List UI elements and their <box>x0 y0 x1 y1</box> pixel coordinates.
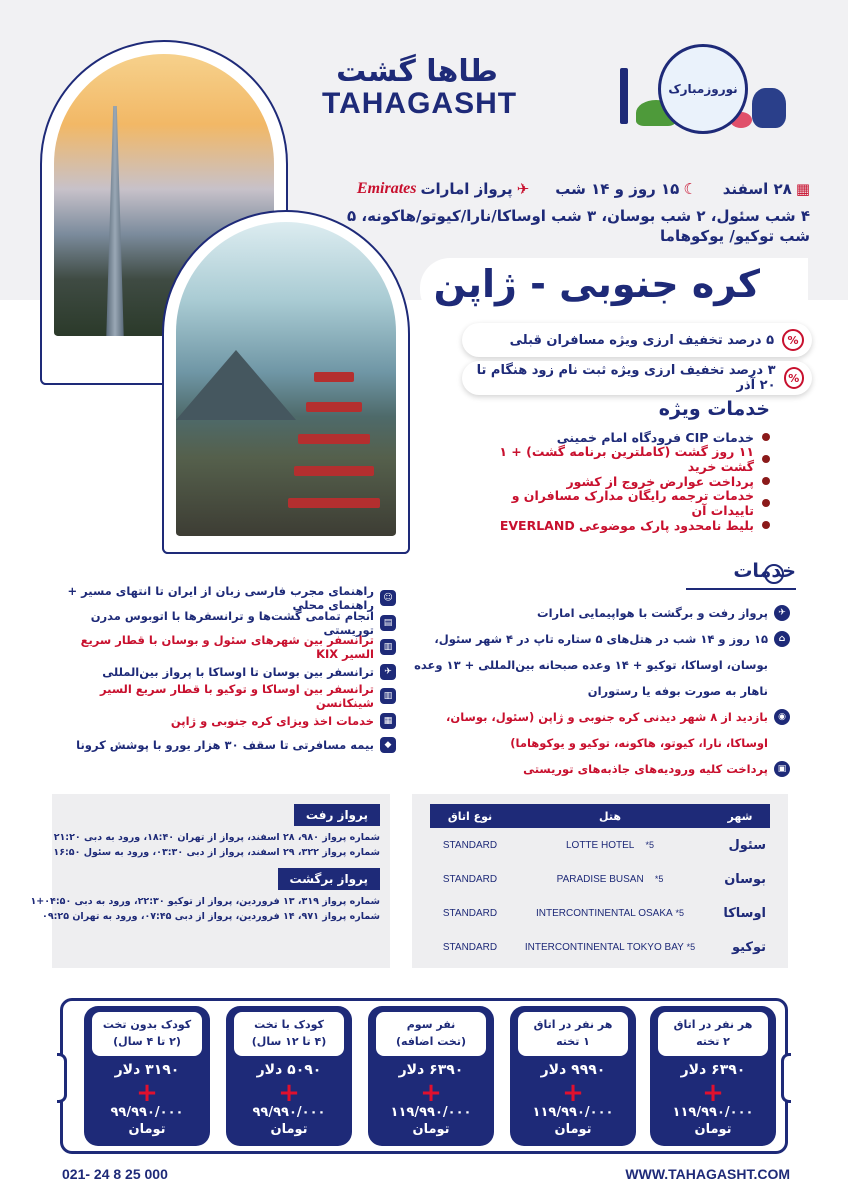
vase-icon <box>752 88 786 128</box>
mount-fuji-shape <box>176 350 296 420</box>
special-service-item <box>470 488 770 518</box>
visa-icon: ▦ <box>380 713 396 729</box>
lotte-tower-shape <box>106 106 124 336</box>
price-usd: ۵۰۹۰ دلار <box>256 1062 322 1078</box>
emirates-logo: Emirates <box>356 180 417 197</box>
room-cell: STANDARD <box>442 907 498 919</box>
service-text: بازدید از ۸ شهر دیدنی کره جنوبی و ژاپن (سئول، بوسان، اوساکا، نارا، کیوتو، هاکونه، توکیو و یوکوهاما) <box>446 710 768 750</box>
price-usd: ۶۳۹۰ دلار <box>680 1062 746 1078</box>
table-row <box>430 828 770 862</box>
hotel-name: INTERCONTINENTAL OSAKA <box>536 907 673 919</box>
price-card-header <box>92 1012 202 1056</box>
plus-icon: + <box>420 1078 442 1108</box>
service-item <box>412 704 790 756</box>
trip-date <box>723 180 810 198</box>
price-irr <box>650 1104 776 1138</box>
candle-icon <box>620 68 628 124</box>
hotel-name: PARADISE BUSAN <box>556 873 644 885</box>
service-item <box>412 626 790 704</box>
price-irr-amount: ۱۱۹/۹۹۰/۰۰۰ <box>672 1105 754 1120</box>
price-irr-unit: تومان <box>554 1122 592 1137</box>
special-services <box>470 398 770 536</box>
star-rating: 5* <box>654 873 664 884</box>
discount-text: ۳ درصد تخفیف ارزی ویژه ثبت نام زود هنگام تا ۲۰ آذر <box>476 363 776 393</box>
city-cell: توکیو <box>731 939 766 955</box>
services-title: خدمات <box>733 560 796 582</box>
room-cell: STANDARD <box>442 873 498 885</box>
service-item <box>60 608 396 637</box>
price-label: هر نفر در اتاق <box>533 1018 613 1031</box>
bullet-icon <box>762 455 770 463</box>
bullet-icon <box>762 477 770 485</box>
service-item <box>60 709 396 734</box>
price-irr <box>84 1104 210 1138</box>
shield-icon: ◆ <box>380 737 396 753</box>
bullet-icon <box>762 433 770 441</box>
trip-flight <box>357 180 529 198</box>
special-service-item <box>470 444 770 474</box>
service-text: پرداخت کلیه ورودیه‌های جاذبه‌های توریستی <box>523 762 768 776</box>
room-cell: STANDARD <box>442 839 498 851</box>
service-item <box>60 586 396 611</box>
mirror-frame <box>658 44 748 134</box>
price-usd: ۶۳۹۰ دلار <box>398 1062 464 1078</box>
ticket-icon: ▣ <box>774 761 790 777</box>
city-cell: بوسان <box>724 871 766 887</box>
page-title: کره جنوبی - ژاپن <box>433 262 760 306</box>
guide-icon: ☺ <box>380 590 396 606</box>
trip-summary-row <box>330 180 810 198</box>
discount-pill <box>462 361 812 395</box>
price-card-child-bed <box>226 1006 352 1146</box>
price-sublabel: (تخت اضافه) <box>396 1035 466 1048</box>
plane-small-icon: ✈ <box>380 664 396 680</box>
percent-icon: % <box>784 367 804 389</box>
price-sublabel: (۲ تا ۴ سال) <box>113 1035 181 1048</box>
services-underline <box>686 588 796 590</box>
hotel-name: INTERCONTINENTAL TOKYO BAY <box>524 941 684 953</box>
price-sublabel: (۴ تا ۱۲ سال) <box>251 1035 327 1048</box>
trip-date-text: ۲۸ اسفند <box>722 180 792 198</box>
price-card-double <box>650 1006 776 1146</box>
services-list-right <box>412 600 790 782</box>
service-text: ترانسفر بین بوسان تا اوساکا با پرواز بین‌المللی <box>102 664 374 679</box>
service-item <box>412 600 790 626</box>
special-service-item <box>470 514 770 536</box>
trip-info <box>330 180 810 246</box>
services-header <box>686 560 796 588</box>
service-text: راهنمای مجرب فارسی زبان از ایران تا انتهای مسیر + راهنمای محلی <box>67 584 374 613</box>
price-irr <box>368 1104 494 1138</box>
price-irr-amount: ۱۱۹/۹۹۰/۰۰۰ <box>390 1105 472 1120</box>
plane-icon: ✈ <box>774 605 790 621</box>
price-card-child-no-bed <box>84 1006 210 1146</box>
hotel-name: LOTTE HOTEL <box>565 839 635 851</box>
service-text: خدمات اخذ ویزای کره جنوبی و ژاپن <box>170 713 374 728</box>
discount-text: ۵ درصد تخفیف ارزی ویژه مسافران قبلی <box>509 332 774 348</box>
column-header-room: نوع اتاق <box>430 804 510 828</box>
service-item <box>60 660 396 685</box>
table-row <box>430 896 770 930</box>
price-card-header <box>518 1012 628 1056</box>
city-cell: سئول <box>728 837 766 853</box>
price-irr-unit: تومان <box>694 1122 732 1137</box>
service-text: ترانسفر بین اوساکا و توکیو با قطار سریع السیر شینکانسن <box>99 682 374 711</box>
special-service-text: بلیط نامحدود پارک موضوعی EVERLAND <box>499 517 754 533</box>
bullet-icon <box>762 521 770 529</box>
price-label: هر نفر در اتاق <box>673 1018 753 1031</box>
services-icon <box>764 564 784 584</box>
hotel-cell <box>510 862 710 896</box>
hotel-cell <box>510 896 710 930</box>
table-row <box>430 930 770 964</box>
price-card-header <box>234 1012 344 1056</box>
price-label: کودک با تخت <box>254 1018 324 1031</box>
special-services-title: خدمات ویژه <box>658 398 770 420</box>
service-item <box>60 635 396 660</box>
service-item <box>60 684 396 709</box>
hotel-cell <box>510 930 710 964</box>
price-usd: ۹۹۹۰ دلار <box>540 1062 606 1078</box>
discount-pill <box>462 323 812 357</box>
plus-icon: + <box>562 1078 584 1108</box>
contact-phone[interactable]: 021- 24 8 25 000 <box>62 1166 168 1182</box>
city-cell: اوساکا <box>723 905 766 921</box>
title-box <box>420 258 808 320</box>
pagoda-shape <box>284 362 384 532</box>
return-flight-line: شماره پرواز ۳۱۹، ۱۳ فروردین، پرواز از توکیو ۲۲:۳۰، ورود به دبی ۰۴:۵۰+۱ <box>30 896 380 907</box>
hotel-icon: ⌂ <box>774 631 790 647</box>
outbound-flight-line: شماره پرواز ۳۲۲، ۲۹ اسفند، پرواز از دبی ۰۳:۳۰، ورود به سئول ۱۶:۵۰ <box>53 847 380 858</box>
price-irr-amount: ۱۱۹/۹۹۰/۰۰۰ <box>532 1105 614 1120</box>
price-irr-unit: تومان <box>270 1122 308 1137</box>
calendar-icon: ▦ <box>795 180 810 198</box>
outbound-flight-line: شماره پرواز ۹۸۰، ۲۸ اسفند، پرواز از تهران ۱۸:۴۰، ورود به دبی ۲۱:۲۰ <box>53 832 380 843</box>
special-service-text: خدمات ترجمه رایگان مدارک مسافران و تاییدات آن <box>511 488 754 518</box>
service-text: ترانسفر بین شهرهای سئول و بوسان با قطار سریع السیر KIX <box>80 633 374 662</box>
star-rating: 5* <box>686 941 696 952</box>
contact-website[interactable]: WWW.TAHAGASHT.COM <box>625 1166 790 1182</box>
service-text: ۱۵ روز و ۱۴ شب در هتل‌های ۵ ستاره تاپ در ۴ شهر سئول، بوسان، اوساکا، توکیو + ۱۴ وعده صبحانه بین‌المللی + ۱۳ وعده ناهار به صورت بوفه یا رستوران <box>414 632 768 698</box>
price-irr <box>510 1104 636 1138</box>
star-rating: 5* <box>675 907 684 918</box>
price-irr-unit: تومان <box>412 1122 450 1137</box>
japan-pagoda-photo <box>176 222 396 536</box>
trip-duration <box>555 180 697 198</box>
price-label: کودک بدون تخت <box>102 1018 192 1031</box>
price-sublabel: ۲ تخته <box>696 1035 730 1048</box>
return-flight-line: شماره پرواز ۹۷۱، ۱۴ فروردین، پرواز از دبی ۰۷:۴۵، ورود به تهران ۰۹:۲۵ <box>42 911 380 922</box>
return-flight-label: پرواز برگشت <box>278 868 381 890</box>
special-service-text: پرداخت عوارض خروج از کشور <box>566 473 754 489</box>
service-text: انجام تمامی گشت‌ها و ترانسفرها با اتوبوس مدرن توریستی <box>90 608 374 637</box>
price-irr-amount: ۹۹/۹۹۰/۰۰۰ <box>110 1105 184 1120</box>
column-header-city: شهر <box>710 804 770 828</box>
price-sublabel: ۱ تخته <box>556 1035 590 1048</box>
room-cell: STANDARD <box>442 941 498 953</box>
price-card-third-person <box>368 1006 494 1146</box>
plus-icon: + <box>702 1078 724 1108</box>
price-irr <box>226 1104 352 1138</box>
frame-notch-right <box>781 1053 791 1103</box>
nowruz-badge <box>612 38 802 138</box>
table-row <box>430 862 770 896</box>
outbound-flight-label: پرواز رفت <box>294 804 380 826</box>
price-card-single <box>510 1006 636 1146</box>
bullet-icon <box>762 499 770 507</box>
brand-name-fa: طاها گشت <box>336 54 498 89</box>
plus-icon: + <box>278 1078 300 1108</box>
services-list-left <box>60 586 396 758</box>
service-item <box>412 756 790 782</box>
percent-icon: % <box>782 329 804 351</box>
special-service-text: ۱۱ روز گشت (کاملترین برنامه گشت) + ۱ گشت خرید <box>499 444 754 474</box>
frame-notch-left <box>57 1053 67 1103</box>
price-usd: ۳۱۹۰ دلار <box>114 1062 180 1078</box>
price-card-header <box>376 1012 486 1056</box>
moon-icon: ☾ <box>683 180 697 198</box>
flights-panel <box>30 794 390 968</box>
brand-name-en: TAHAGASHT <box>322 87 518 120</box>
service-text: پرواز رفت و برگشت با هواپیمایی امارات <box>537 606 768 620</box>
price-card-header <box>658 1012 768 1056</box>
hotels-panel <box>412 794 788 968</box>
hotel-table <box>430 804 770 964</box>
bus-icon: ▤ <box>380 615 396 631</box>
nowruz-greeting: نوروزمبارک <box>668 82 738 96</box>
brand-logo[interactable] <box>322 54 518 120</box>
column-header-hotel: هتل <box>510 804 710 828</box>
price-irr-amount: ۹۹/۹۹۰/۰۰۰ <box>252 1105 326 1120</box>
trip-flight-text: پرواز امارات <box>420 180 513 198</box>
hotel-cell <box>510 828 710 862</box>
service-item <box>60 733 396 758</box>
special-service-text: خدمات CIP فرودگاه امام خمینی <box>556 429 754 445</box>
airplane-icon: ✈ <box>516 180 530 198</box>
plus-icon: + <box>136 1078 158 1108</box>
service-text: بیمه مسافرتی تا سقف ۳۰ هزار یورو با پوشش کرونا <box>76 738 374 753</box>
trip-duration-text: ۱۵ روز و ۱۴ شب <box>555 180 680 198</box>
price-irr-unit: تومان <box>128 1122 166 1137</box>
star-rating: 5* <box>645 839 654 850</box>
train-icon: ▥ <box>380 639 396 655</box>
price-label: نفر سوم <box>406 1018 456 1031</box>
trip-route: ۴ شب سئول، ۲ شب بوسان، ۳ شب اوساکا/نارا/کیوتو/هاکونه، ۵ شب توکیو/ یوکوهاما <box>347 207 810 245</box>
camera-icon: ◉ <box>774 709 790 725</box>
train-fast-icon: ▥ <box>380 688 396 704</box>
